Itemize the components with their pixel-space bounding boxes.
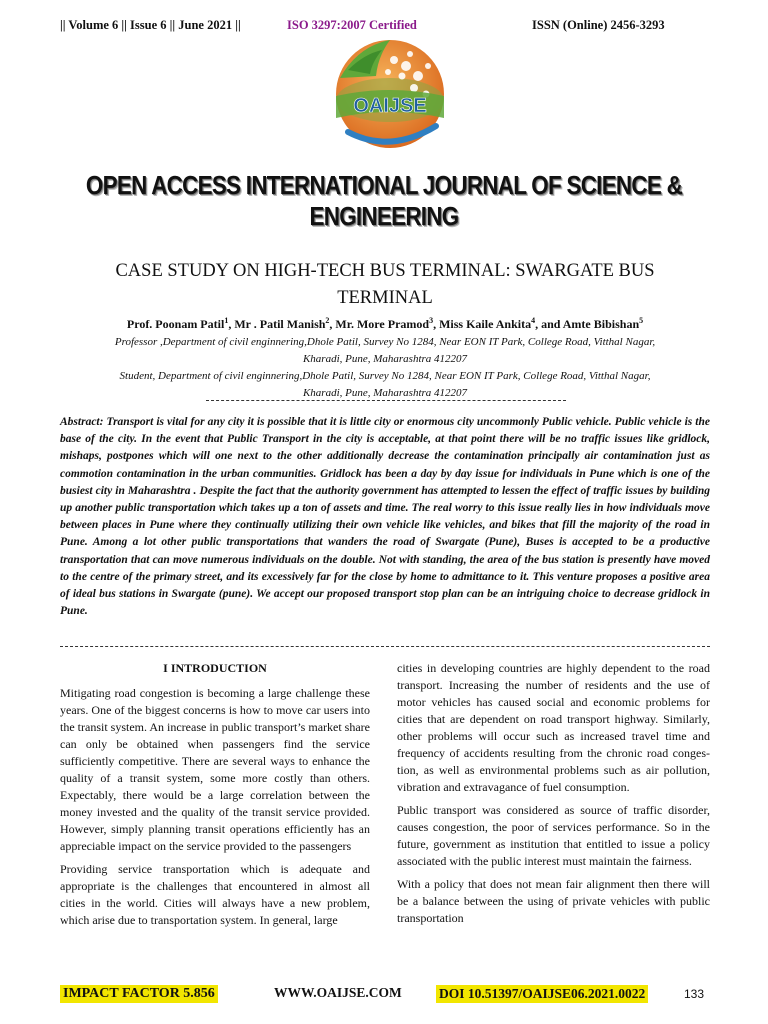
author-affiliation-marker: 4 — [531, 316, 536, 325]
iso-certification: ISO 3297:2007 Certified — [287, 18, 417, 32]
body-left-column — [60, 660, 370, 935]
author-separator: , — [433, 317, 440, 331]
author-name: Miss Kaile Ankita — [439, 317, 532, 331]
body-paragraph: cities in developing countries are highly dependent to the road transport. Increasing the number of residents and the use of motor vehicles has caused social and economic problems for cities that are dependent on road transport highway. Similarly, other problems will occur such as increased travel time and frequency of accidents resulting from the chronic road conges- tion, as well as environmental problems such as air pollution, vibration and extravagance of fuel consumption. — [397, 661, 710, 794]
body-paragraph: With a policy that does not mean fair alignment then there will be a balance between the using of private vehicles with public transportation — [397, 877, 710, 925]
journal-logo — [318, 36, 460, 154]
author-separator: , and — [535, 317, 563, 331]
volume-issue-info: || Volume 6 || Issue 6 || June 2021 || — [60, 18, 241, 32]
issn-info: ISSN (Online) 2456-3293 — [532, 18, 665, 32]
author-name: Prof. Poonam Patil — [126, 317, 225, 331]
page-number: 133 — [684, 987, 705, 1001]
author-affiliation-marker: 1 — [224, 316, 229, 325]
affiliation-professor — [60, 334, 710, 368]
author-affiliation-marker: 2 — [325, 316, 330, 325]
body-paragraph: Providing service transportation which is adequate and appropriate is the challenges that encountered in almost all cities in the world. Cities will always have a new problem, which arise due to transportation system. In general, large — [60, 862, 370, 927]
separator-dashed — [60, 646, 710, 647]
logo-emblem-icon — [318, 36, 460, 154]
affiliation-student — [60, 368, 710, 402]
journal-website-link[interactable]: WWW.OAIJSE.COM — [274, 985, 402, 1000]
author-name: Mr. More Pramod — [335, 317, 430, 331]
body-paragraph: Mitigating road congestion is becoming a large challenge these years. One of the biggest concerns is how to move car users into the transit system. An increase in public transport’s market share can only be obtained when passengers find the service sufficiently competitive. There are several ways to enhance the quality of a transit system, some more costly than others. Expectably, there would be a large correlation between the money invested and the quality of the transit service provided. However, simply planning transit operations efficiently has an appreciable impact on the service provided to the passengers — [60, 686, 370, 853]
paper-title — [60, 258, 710, 312]
paper-title-line1: CASE STUDY ON HIGH-TECH BUS TERMINAL: SWARGATE BUS — [115, 261, 655, 281]
author-name: Amte Bibishan — [562, 317, 640, 331]
author-separator: , — [228, 317, 235, 331]
affiliation-line: Professor ,Department of civil enginnering,Dhole Patil, Survey No 1284, Near EON IT Park, College Road, Vitthal Nagar, — [114, 336, 656, 348]
author-list — [60, 316, 710, 332]
author-name: Mr . Patil Manish — [234, 317, 326, 331]
doi-label: DOI 10.51397/OAIJSE06.2021.0022 — [436, 985, 648, 1003]
body-paragraph: Public transport was considered as source of traffic disorder, causes congestion, the poor of services performance. So in the future, government as institution that entitled to issue a policy associated with the public interest must maintain the fairness. — [397, 803, 710, 868]
paper-title-line2: TERMINAL — [337, 288, 433, 308]
affiliation-line: Student, Department of civil enginnering,Dhole Patil, Survey No 1284, Near EON IT Park, College Road, Vitthal Nagar, — [119, 370, 651, 382]
section-heading: I INTRODUCTION — [163, 661, 267, 675]
logo-text: OAIJSE — [353, 95, 427, 117]
author-affiliation-marker: 5 — [639, 316, 644, 325]
journal-name-banner: OPEN ACCESS INTERNATIONAL JOURNAL OF SCIENCE & ENGINEERING — [85, 170, 683, 231]
affiliation-line: Kharadi, Pune, Maharashtra 412207 — [302, 387, 468, 399]
author-separator: , — [329, 317, 336, 331]
author-affiliation-marker: 3 — [429, 316, 434, 325]
affiliation-line: Kharadi, Pune, Maharashtra 412207 — [302, 353, 468, 365]
abstract-text: Abstract: Transport is vital for any city it is possible that it is little city or enormous city uncommonly Public vehicle. Public vehicle is the base of the city. In the event that Public Transport in the city is acceptable, at that point there will be no traffic issues like gridlock, mishaps, postpones which will one next to the other additionally decrease the contamination principally air contamination just as commotion contamination in the urban communities. Gridlock has been a day by day issue for individuals in Pune which is one of the busiest city in Maharashtra . Despite the fact that the authority government has attempted to lessen the effect of traffic issues by building up another public transportation which takes up a ton of assets and time. The real worry to this issue really lies in how individuals move between places in Pune where they continually utilizing their own vehicle like vehicles, and bikes that fill the majority of the road in Pune. Among a lot other public transportations that wanders the road of Swargate (Pune), Buses is accepted to be a productive transportation that can move numerous individuals on the double. Not with standing, the area of the bus station is presently have moved to the centre of the primary street, and its excessively far for the close by home to admittance to it. This venture proposes a positive area of ideal bus stations in Swargate (pune). We accept our proposed transport stop plan can be an intriguing choice to decrease gridlock in Pune. — [60, 416, 710, 618]
impact-factor: IMPACT FACTOR 5.856 — [60, 985, 218, 1003]
body-right-column — [397, 660, 710, 933]
separator-dashed — [206, 400, 566, 401]
